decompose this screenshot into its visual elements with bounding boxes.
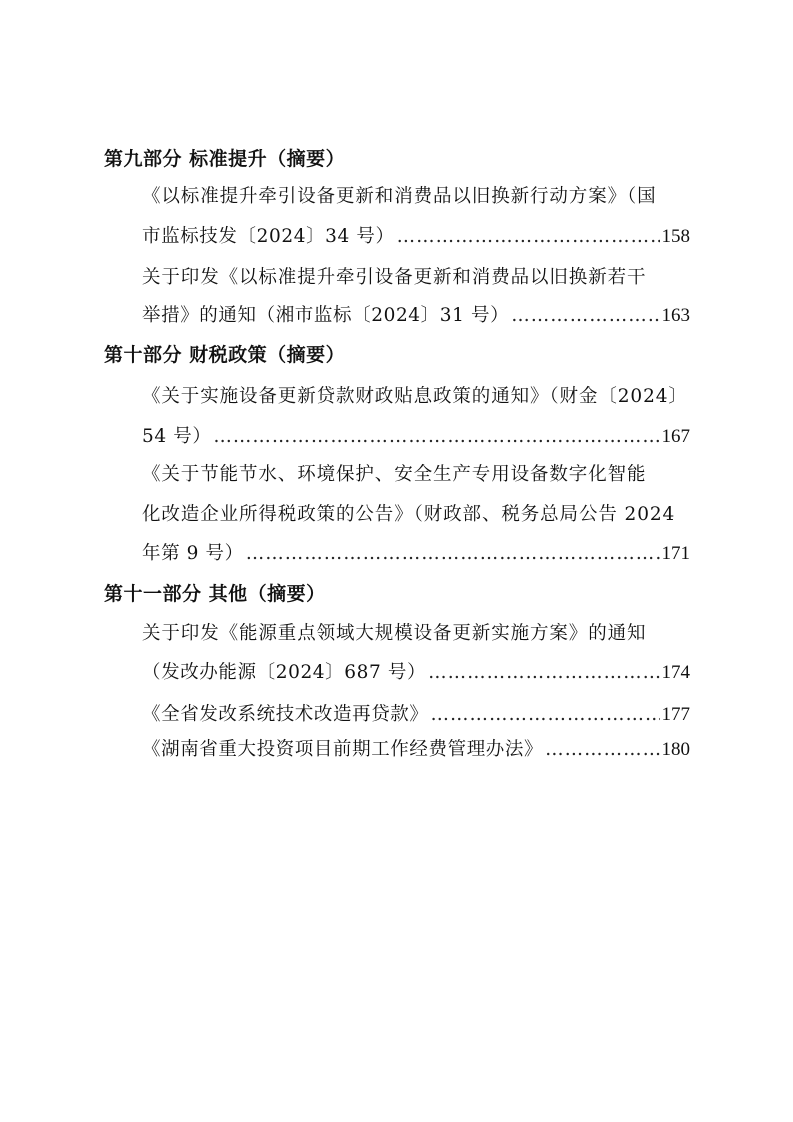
toc-entry[interactable]: [142, 225, 690, 249]
toc-entry-line: 关于印发《以标准提升牵引设备更新和消费品以旧换新若干: [142, 267, 647, 288]
page-number: 158: [661, 226, 690, 247]
toc-entry-line: 《以标准提升牵引设备更新和消费品以旧换新行动方案》（国: [142, 186, 657, 207]
leader-dots: [545, 738, 659, 762]
page-number: 167: [661, 426, 690, 447]
page-number: 177: [661, 704, 690, 725]
toc-entry-title: 年第 9 号）: [142, 543, 244, 564]
toc-entry[interactable]: [142, 661, 690, 685]
toc-entry[interactable]: [142, 304, 690, 328]
section-heading: 第十一部分 其他（摘要）: [104, 583, 326, 605]
leader-dots: [397, 225, 660, 249]
page-number: 171: [661, 543, 690, 564]
leader-dots: [431, 703, 660, 727]
toc-entry[interactable]: [142, 425, 690, 449]
leader-dots: [246, 542, 660, 566]
page-number: 180: [661, 739, 690, 760]
toc-entry-line: 《关于节能节水、环境保护、安全生产专用设备数字化智能: [142, 464, 647, 485]
toc-entry-title: 《全省发改系统技术改造再贷款》: [142, 704, 429, 725]
leader-dots: [511, 304, 659, 328]
leader-dots: [428, 661, 659, 685]
toc-entry-title: 市监标技发〔2024〕34 号）: [142, 226, 395, 247]
toc-entry-title: （发改办能源〔2024〕687 号）: [142, 662, 427, 683]
toc-entry-line: 关于印发《能源重点领域大规模设备更新实施方案》的通知: [142, 623, 647, 644]
section-heading: 第九部分 标准提升（摘要）: [104, 148, 346, 170]
page-number: 174: [661, 662, 690, 683]
toc-entry-line: 化改造企业所得税政策的公告》（财政部、税务总局公告 2024: [142, 504, 676, 525]
toc-entry[interactable]: [142, 738, 690, 762]
toc-entry[interactable]: [142, 703, 690, 727]
leader-dots: [213, 425, 659, 449]
section-heading: 第十部分 财税政策（摘要）: [104, 344, 346, 366]
toc-entry-line: 《关于实施设备更新贷款财政贴息政策的通知》（财金〔2024〕: [142, 386, 688, 407]
toc-entry-title: 54 号）: [142, 426, 212, 447]
toc-entry[interactable]: [142, 542, 690, 566]
toc-entry-title: 《湖南省重大投资项目前期工作经费管理办法》: [142, 739, 544, 760]
toc-entry-title: 举措》的通知（湘市监标〔2024〕31 号）: [142, 305, 510, 326]
page-number: 163: [661, 305, 690, 326]
